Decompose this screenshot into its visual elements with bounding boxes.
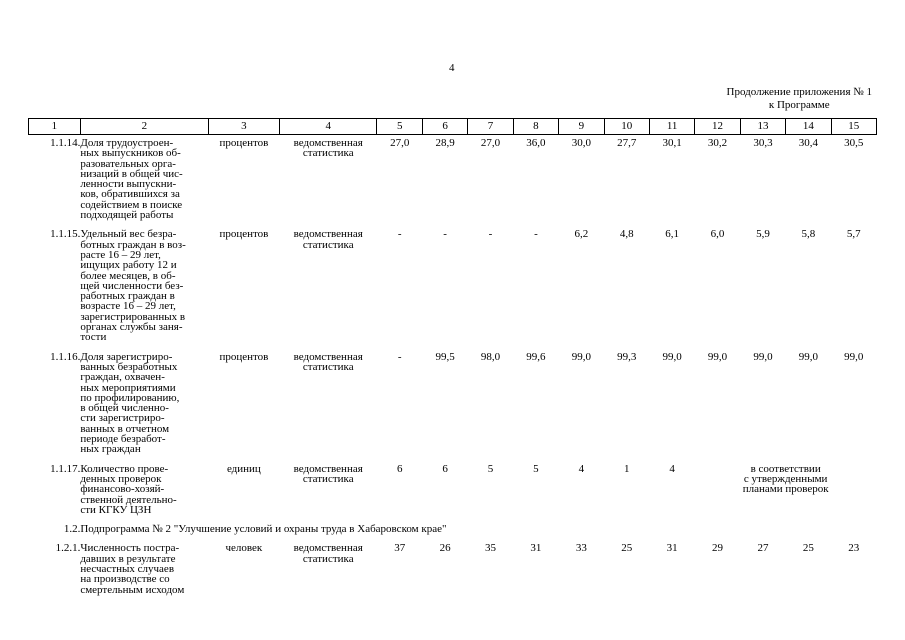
indicator-value: 30,2 [707,137,728,149]
indicator-value: - [443,228,447,241]
column-number: 13 [740,119,785,135]
indicator-source: ведомственная статистика [293,350,363,373]
indicator-value: 25 [621,542,633,555]
indicator-source: ведомственная статистика [293,462,363,485]
indicator-note: в соответствии с утвержденными планами проверок [742,462,829,496]
continuation-line-1: Продолжение приложения № 1 [726,86,872,98]
indicator-name: Доля трудоустроен- ных выпускников об- разовательных орга- низаций в общей чис- ленности выпускни- ков, обратившихся за содействием в поиске подходящей работы [80,137,183,222]
column-number: 2 [80,119,208,135]
indicator-unit: процентов [219,228,269,241]
subprogram-code: 1.2. [63,523,81,536]
indicator-value: 6,0 [710,228,725,241]
indicator-value: 37 [394,542,406,555]
indicator-unit: единиц [226,462,261,475]
indicator-value: 28,9 [435,137,455,149]
indicator-value: 4,8 [619,228,634,241]
column-number: 3 [208,119,279,135]
indicator-code: 1.1.15. [50,228,81,241]
indicator-value: 35 [485,542,496,555]
indicator-value: 6,2 [574,228,589,241]
indicator-value: - [488,228,493,241]
column-number: 1 [29,119,81,135]
column-number: 11 [649,119,694,135]
indicator-source: ведомственная статистика [293,137,363,160]
indicator-value: 1 [623,462,630,475]
indicator-value: 27,0 [480,137,501,149]
indicator-name: Количество прове- денных проверок финансово-хозяй- ственной деятельно- сти КГКУ ЦЗН [80,462,177,516]
indicator-value: 99,0 [662,350,682,363]
indicator-value: 99,0 [798,350,818,363]
indicator-value: 4 [578,462,585,475]
column-number: 14 [786,119,831,135]
continuation-caption [727,86,872,112]
indicator-value: - [534,228,538,241]
indicator-value: 27,7 [617,137,637,149]
indicator-value: 31 [666,542,678,555]
indicator-value: 30,0 [571,137,591,149]
indicator-source: ведомственная статистика [293,228,363,251]
column-number: 10 [604,119,649,135]
indicator-value: 31 [530,542,542,555]
indicator-value: 6 [442,462,448,475]
indicator-value: 99,5 [435,350,455,363]
indicator-value: 26 [439,542,451,555]
indicator-value: - [397,228,402,241]
indicator-value: 30,5 [844,137,864,149]
indicator-value: 5,8 [801,228,816,241]
indicator-value: 30,1 [662,137,682,149]
indicator-value: 99,3 [617,350,637,363]
indicator-code: 1.2.1. [55,542,81,555]
indicator-value: 27 [757,542,769,555]
indicator-code: 1.1.17. [50,462,81,475]
indicator-source: ведомственная статистика [293,542,363,565]
column-number: 6 [422,119,467,135]
subprogram-title: Подпрограмма № 2 "Улучшение условий и охраны труда в Хабаровском крае" [80,523,447,536]
indicator-value: 36,0 [526,137,546,149]
indicator-value: 6 [396,462,403,475]
indicators-table [28,118,877,601]
column-number: 15 [831,119,876,135]
indicator-name: Доля зарегистриро- ванных безработных граждан, охвачен- ных мероприятиями по профилированию, в общей численно- сти зарегистриро- ванных в отчетном периоде безработ- ных граждан [80,350,180,456]
indicator-name: Численность постра- давших в результате несчастных случаев на производстве со смертельным исходом [80,542,185,596]
page-number: 4 [449,62,455,74]
indicator-code: 1.1.14. [50,137,81,149]
column-number: 12 [695,119,740,135]
subprogram-row [29,521,877,540]
indicator-unit: процентов [219,137,269,149]
indicator-value: - [397,350,402,363]
table-row [29,135,877,227]
indicator-value: 25 [802,542,814,555]
indicator-value: 98,0 [480,350,501,363]
table-row [29,461,877,521]
indicator-value: 5 [487,462,494,475]
indicator-value: 99,0 [571,350,591,363]
indicator-value: 99,6 [526,350,546,363]
column-number: 8 [513,119,558,135]
indicator-value: 6,1 [665,228,679,241]
column-number: 7 [468,119,513,135]
table-row [29,226,877,348]
indicator-value: 27,0 [390,137,410,149]
indicator-unit: процентов [219,350,269,363]
indicator-value: 5,7 [846,228,861,241]
indicator-value: 23 [848,542,860,555]
table-row [29,540,877,600]
indicator-value: 29 [712,542,724,555]
column-number: 9 [559,119,604,135]
indicator-code: 1.1.16. [50,350,81,363]
indicator-value: 99,0 [844,350,864,363]
indicator-value: 30,4 [798,137,818,149]
indicator-value: 99,0 [707,350,728,363]
column-number: 4 [279,119,377,135]
table-row [29,349,877,461]
column-number-row [29,119,877,135]
indicator-value: 4 [669,462,675,475]
indicator-value: 30,3 [753,137,773,149]
indicator-value: 33 [575,542,587,555]
indicator-value: 5 [533,462,539,475]
indicator-name: Удельный вес безра- ботных граждан в воз- расте 16 – 29 лет, ищущих работу 12 и более месяцев, в об- щей численности без- работных граждан в возрасте 16 – 29 лет, зарегистрированных в органах службы заня- тости [80,228,186,344]
continuation-line-2: к Программе [768,99,830,111]
column-number: 5 [377,119,422,135]
indicator-unit: человек [225,542,263,555]
indicator-value: 5,9 [756,228,770,241]
indicator-value: 99,0 [753,350,773,363]
